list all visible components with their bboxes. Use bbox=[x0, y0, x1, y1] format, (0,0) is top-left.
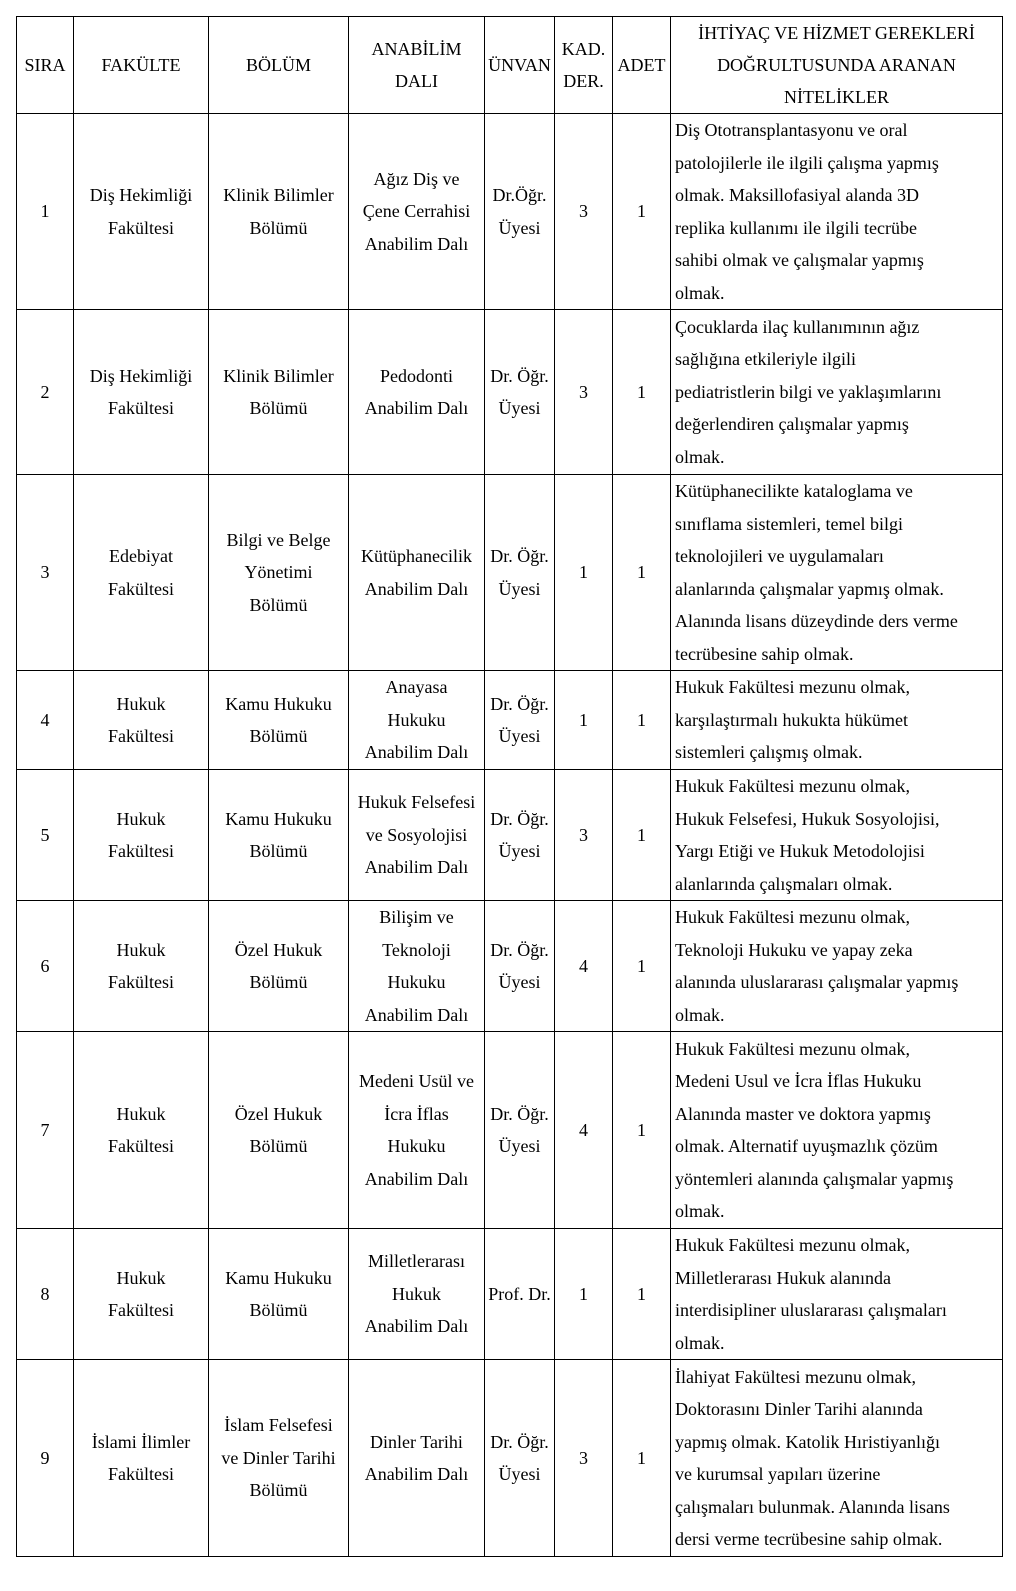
cell-line: Bilgi ve Belge bbox=[226, 529, 331, 550]
cell-line: Anabilim Dalı bbox=[364, 1168, 469, 1189]
cell-line: Bölümü bbox=[249, 1480, 308, 1501]
cell-line: Üyesi bbox=[498, 726, 541, 746]
cell-line: Hukuku bbox=[387, 1136, 446, 1156]
cell-line: Hukuku bbox=[387, 972, 446, 992]
cell-line: Fakültesi bbox=[108, 578, 174, 599]
header-nitelikler: İHTİYAÇ VE HİZMET GEREKLERİ DOĞRULTUSUNDA ARANAN NİTELİKLER bbox=[671, 17, 1003, 114]
cell-line: sahibi olmak ve çalışmalar yapmış bbox=[675, 250, 924, 270]
cell-line: Dr. Öğr. bbox=[490, 693, 549, 714]
cell-line: Hukuk bbox=[392, 1283, 441, 1304]
cell-line: Özel Hukuk bbox=[234, 1103, 323, 1124]
table-row bbox=[17, 770, 1003, 901]
cell-nitelikler bbox=[671, 114, 1003, 310]
cell-line: alanlarında çalışmalar yapmış olmak. bbox=[675, 578, 944, 599]
cell-line: Özel Hukuk bbox=[234, 939, 323, 960]
cell-line: patolojilerle ile ilgili çalışma yapmış bbox=[675, 152, 939, 173]
cell-unvan bbox=[485, 114, 555, 310]
cell-line: Alanında master ve doktora yapmış bbox=[675, 1103, 931, 1124]
cell-line: olmak. Alternatif uyuşmazlık çözüm bbox=[675, 1136, 938, 1156]
cell-line: Yönetimi bbox=[244, 562, 313, 583]
cell-line: Ağız Diş ve bbox=[373, 168, 460, 189]
cell-unvan bbox=[485, 770, 555, 901]
cell-line: Diş Ototransplantasyonu ve oral bbox=[675, 120, 908, 140]
cell-line: Dinler Tarihi bbox=[370, 1431, 463, 1452]
cell-line: değerlendiren çalışmalar yapmış bbox=[675, 414, 909, 435]
cell-adet: 1 bbox=[613, 475, 671, 671]
cell-line: Dr. Öğr. bbox=[490, 365, 549, 386]
cell-line: Hukuk bbox=[116, 1103, 166, 1124]
cell-line: Anabilim Dalı bbox=[364, 398, 469, 418]
cell-sira: 3 bbox=[17, 475, 74, 671]
table-row bbox=[17, 310, 1003, 475]
cell-line: ve kurumsal yapıları üzerine bbox=[675, 1464, 881, 1484]
cell-line: Kamu Hukuku bbox=[225, 693, 332, 714]
cell-sira: 4 bbox=[17, 671, 74, 770]
cell-line: Hukuk bbox=[116, 808, 166, 829]
cell-line: Hukuk bbox=[116, 1267, 166, 1288]
cell-line: olmak. bbox=[675, 446, 725, 467]
cell-line: tecrübesine sahip olmak. bbox=[675, 643, 854, 664]
cell-line: yöntemleri alanında çalışmalar yapmış bbox=[675, 1168, 954, 1189]
cell-line: Anabilim Dalı bbox=[364, 1464, 469, 1484]
cell-line: Üyesi bbox=[498, 398, 541, 418]
table-row bbox=[17, 901, 1003, 1032]
cell-line: Bölümü bbox=[249, 594, 308, 615]
cell-line: Fakültesi bbox=[108, 972, 174, 992]
cell-anabilim-dali bbox=[349, 1229, 485, 1360]
cell-line: Dr. Öğr. bbox=[490, 1431, 549, 1452]
cell-line: Hukuk Felsefesi, Hukuk Sosyolojisi, bbox=[675, 808, 940, 829]
cell-line: Hukuk Fakültesi mezunu olmak, bbox=[675, 677, 910, 698]
cell-anabilim-dali bbox=[349, 475, 485, 671]
cell-bolum bbox=[209, 114, 349, 310]
cell-line: Bölümü bbox=[249, 1136, 308, 1156]
cell-line: Hukuk Fakültesi mezunu olmak, bbox=[675, 776, 910, 796]
cell-anabilim-dali bbox=[349, 310, 485, 475]
cell-line: Alanında lisans düzeydinde ders verme bbox=[675, 611, 958, 631]
cell-line: Bölümü bbox=[249, 726, 308, 746]
cell-unvan bbox=[485, 310, 555, 475]
cell-line: Kütüphanecilikte kataloglama ve bbox=[675, 481, 913, 501]
cell-line: Bölümü bbox=[249, 217, 308, 238]
cell-line: sınıflama sistemleri, temel bilgi bbox=[675, 513, 903, 534]
cell-line: Anayasa bbox=[385, 677, 448, 698]
header-sira: SIRA bbox=[17, 17, 74, 114]
cell-line: teknolojileri ve uygulamaları bbox=[675, 546, 884, 566]
cell-line: Diş Hekimliği bbox=[89, 185, 193, 205]
cell-adet: 1 bbox=[613, 114, 671, 310]
cell-bolum bbox=[209, 901, 349, 1032]
cell-bolum bbox=[209, 1032, 349, 1229]
cell-line: alanlarında çalışmaları olmak. bbox=[675, 873, 893, 894]
cell-line: Dr. Öğr. bbox=[490, 546, 549, 566]
table-header-row bbox=[17, 17, 1003, 114]
cell-line: Medeni Usül ve bbox=[359, 1071, 474, 1091]
table-row bbox=[17, 114, 1003, 310]
cell-kadro-derecesi: 3 bbox=[555, 1360, 613, 1557]
cell-line: pediatristlerin bilgi ve yaklaşımlarını bbox=[675, 381, 942, 402]
cell-line: ve Dinler Tarihi bbox=[221, 1447, 336, 1468]
cell-line: Bölümü bbox=[249, 398, 308, 418]
cell-line: Fakültesi bbox=[108, 1300, 174, 1320]
cell-adet: 1 bbox=[613, 1360, 671, 1557]
cell-line: olmak. bbox=[675, 282, 725, 303]
cell-line: Anabilim Dalı bbox=[364, 742, 469, 763]
cell-line: Üyesi bbox=[498, 1464, 541, 1484]
table-row bbox=[17, 671, 1003, 770]
cell-line: Fakültesi bbox=[108, 726, 174, 746]
cell-line: Kütüphanecilik bbox=[361, 546, 472, 566]
cell-line: Dr. Öğr. bbox=[490, 808, 549, 829]
cell-sira: 7 bbox=[17, 1032, 74, 1229]
cell-line: İcra İflas bbox=[384, 1103, 449, 1124]
cell-nitelikler bbox=[671, 1360, 1003, 1557]
cell-anabilim-dali bbox=[349, 1032, 485, 1229]
cell-line: ve Sosyolojisi bbox=[365, 824, 468, 845]
cell-fakulte bbox=[74, 770, 209, 901]
cell-line: İslam Felsefesi bbox=[224, 1415, 333, 1436]
cell-bolum bbox=[209, 770, 349, 901]
cell-anabilim-dali bbox=[349, 770, 485, 901]
cell-unvan bbox=[485, 1032, 555, 1229]
cell-line: replika kullanımı ile ilgili tecrübe bbox=[675, 217, 917, 238]
cell-line: Çocuklarda ilaç kullanımının ağız bbox=[675, 316, 920, 337]
cell-fakulte bbox=[74, 901, 209, 1032]
cell-unvan bbox=[485, 1360, 555, 1557]
cell-adet: 1 bbox=[613, 671, 671, 770]
cell-bolum bbox=[209, 1360, 349, 1557]
header-kadro-derecesi: KAD. DER. bbox=[555, 17, 613, 114]
cell-fakulte bbox=[74, 310, 209, 475]
cell-nitelikler bbox=[671, 671, 1003, 770]
cell-kadro-derecesi: 3 bbox=[555, 114, 613, 310]
cell-anabilim-dali bbox=[349, 671, 485, 770]
faculty-positions-table bbox=[16, 16, 1003, 1557]
cell-line: olmak. bbox=[675, 1332, 725, 1353]
cell-kadro-derecesi: 3 bbox=[555, 310, 613, 475]
cell-line: Dr. Öğr. bbox=[490, 1103, 549, 1124]
cell-line: yapmış olmak. Katolik Hıristiyanlığı bbox=[675, 1431, 940, 1452]
cell-line: Hukuk bbox=[116, 693, 166, 714]
cell-line: Hukuk Fakültesi mezunu olmak, bbox=[675, 1038, 910, 1059]
cell-fakulte bbox=[74, 114, 209, 310]
header-adet: ADET bbox=[613, 17, 671, 114]
cell-line: Anabilim Dalı bbox=[364, 578, 469, 599]
cell-line: Fakültesi bbox=[108, 1136, 174, 1156]
cell-fakulte bbox=[74, 1032, 209, 1229]
cell-line: sağlığına etkileriyle ilgili bbox=[675, 349, 856, 370]
table-row bbox=[17, 1229, 1003, 1360]
cell-line: İslami İlimler bbox=[91, 1431, 191, 1452]
cell-kadro-derecesi: 1 bbox=[555, 1229, 613, 1360]
cell-line: Anabilim Dalı bbox=[364, 857, 469, 878]
table-row bbox=[17, 475, 1003, 671]
cell-sira: 6 bbox=[17, 901, 74, 1032]
cell-anabilim-dali bbox=[349, 901, 485, 1032]
cell-line: Prof. Dr. bbox=[488, 1283, 551, 1304]
cell-adet: 1 bbox=[613, 901, 671, 1032]
cell-line: olmak. bbox=[675, 1004, 725, 1025]
cell-kadro-derecesi: 1 bbox=[555, 671, 613, 770]
cell-adet: 1 bbox=[613, 1032, 671, 1229]
cell-line: Bölümü bbox=[249, 972, 308, 992]
cell-line: Üyesi bbox=[498, 841, 541, 861]
header-bolum: BÖLÜM bbox=[209, 17, 349, 114]
table-row bbox=[17, 1360, 1003, 1557]
cell-line: Kamu Hukuku bbox=[225, 808, 332, 829]
cell-fakulte bbox=[74, 1360, 209, 1557]
cell-nitelikler bbox=[671, 310, 1003, 475]
cell-line: Fakültesi bbox=[108, 1464, 174, 1484]
table-row bbox=[17, 1032, 1003, 1229]
cell-anabilim-dali bbox=[349, 1360, 485, 1557]
cell-nitelikler bbox=[671, 475, 1003, 671]
cell-fakulte bbox=[74, 671, 209, 770]
cell-adet: 1 bbox=[613, 310, 671, 475]
cell-line: alanında uluslararası çalışmalar yapmış bbox=[675, 972, 959, 992]
cell-nitelikler bbox=[671, 901, 1003, 1032]
cell-line: Bölümü bbox=[249, 841, 308, 861]
cell-line: olmak. bbox=[675, 1201, 725, 1221]
cell-nitelikler bbox=[671, 770, 1003, 901]
cell-bolum bbox=[209, 310, 349, 475]
cell-line: Anabilim Dalı bbox=[364, 1004, 469, 1025]
cell-line: Pedodonti bbox=[379, 365, 453, 386]
cell-adet: 1 bbox=[613, 770, 671, 901]
cell-line: Fakültesi bbox=[108, 217, 174, 238]
cell-bolum bbox=[209, 1229, 349, 1360]
cell-line: Teknoloji bbox=[382, 939, 451, 960]
cell-line: Kamu Hukuku bbox=[225, 1267, 332, 1288]
cell-line: Hukuk Fakültesi mezunu olmak, bbox=[675, 1235, 910, 1255]
cell-line: Üyesi bbox=[498, 972, 541, 992]
cell-line: Üyesi bbox=[498, 217, 541, 238]
cell-sira: 8 bbox=[17, 1229, 74, 1360]
cell-line: Üyesi bbox=[498, 1136, 541, 1156]
cell-unvan bbox=[485, 475, 555, 671]
cell-line: Hukuk bbox=[116, 939, 166, 960]
cell-bolum bbox=[209, 671, 349, 770]
cell-bolum bbox=[209, 475, 349, 671]
cell-fakulte bbox=[74, 475, 209, 671]
cell-unvan bbox=[485, 1229, 555, 1360]
cell-line: Medeni Usul ve İcra İflas Hukuku bbox=[675, 1071, 922, 1091]
cell-line: olmak. Maksillofasiyal alanda 3D bbox=[675, 185, 919, 205]
cell-line: Anabilim Dalı bbox=[364, 1316, 469, 1337]
cell-line: Dr.Öğr. bbox=[492, 185, 547, 205]
cell-kadro-derecesi: 1 bbox=[555, 475, 613, 671]
cell-sira: 2 bbox=[17, 310, 74, 475]
cell-line: Milletlerarası Hukuk alanında bbox=[675, 1267, 891, 1288]
cell-line: karşılaştırmalı hukukta hükümet bbox=[675, 709, 908, 730]
cell-line: İlahiyat Fakültesi mezunu olmak, bbox=[675, 1366, 916, 1387]
cell-line: Yargı Etiği ve Hukuk Metodolojisi bbox=[675, 841, 925, 861]
cell-line: Hukuk Fakültesi mezunu olmak, bbox=[675, 907, 910, 927]
cell-kadro-derecesi: 4 bbox=[555, 901, 613, 1032]
cell-line: Hukuk Felsefesi bbox=[357, 792, 476, 813]
cell-sira: 1 bbox=[17, 114, 74, 310]
cell-nitelikler bbox=[671, 1229, 1003, 1360]
cell-line: dersi verme tecrübesine sahip olmak. bbox=[675, 1529, 943, 1549]
cell-line: Klinik Bilimler bbox=[223, 185, 334, 205]
cell-unvan bbox=[485, 901, 555, 1032]
cell-line: Bölümü bbox=[249, 1300, 308, 1320]
cell-kadro-derecesi: 3 bbox=[555, 770, 613, 901]
table-body bbox=[17, 114, 1003, 1557]
cell-line: Fakültesi bbox=[108, 841, 174, 861]
cell-line: Milletlerarası bbox=[368, 1251, 465, 1272]
cell-line: Fakültesi bbox=[108, 398, 174, 418]
cell-line: Doktorasını Dinler Tarihi alanında bbox=[675, 1399, 923, 1419]
cell-sira: 5 bbox=[17, 770, 74, 901]
cell-line: Çene Cerrahisi bbox=[362, 201, 471, 222]
cell-line: Anabilim Dalı bbox=[364, 233, 469, 254]
header-unvan: ÜNVAN bbox=[485, 17, 555, 114]
cell-unvan bbox=[485, 671, 555, 770]
cell-line: Dr. Öğr. bbox=[490, 939, 549, 960]
cell-line: sistemleri çalışmış olmak. bbox=[675, 742, 863, 763]
cell-anabilim-dali bbox=[349, 114, 485, 310]
cell-line: interdisipliner uluslararası çalışmaları bbox=[675, 1300, 947, 1320]
cell-line: Edebiyat bbox=[109, 546, 173, 566]
header-fakulte: FAKÜLTE bbox=[74, 17, 209, 114]
cell-fakulte bbox=[74, 1229, 209, 1360]
cell-line: çalışmaları bulunmak. Alanında lisans bbox=[675, 1496, 950, 1517]
cell-line: Diş Hekimliği bbox=[89, 365, 193, 386]
cell-sira: 9 bbox=[17, 1360, 74, 1557]
header-anabilim-dali: ANABİLİM DALI bbox=[349, 17, 485, 114]
cell-line: Teknoloji Hukuku ve yapay zeka bbox=[675, 939, 913, 960]
cell-kadro-derecesi: 4 bbox=[555, 1032, 613, 1229]
cell-adet: 1 bbox=[613, 1229, 671, 1360]
cell-line: Üyesi bbox=[498, 578, 541, 599]
cell-line: Klinik Bilimler bbox=[223, 365, 334, 386]
cell-line: Bilişim ve bbox=[379, 907, 454, 927]
cell-nitelikler bbox=[671, 1032, 1003, 1229]
cell-line: Hukuku bbox=[387, 709, 446, 730]
